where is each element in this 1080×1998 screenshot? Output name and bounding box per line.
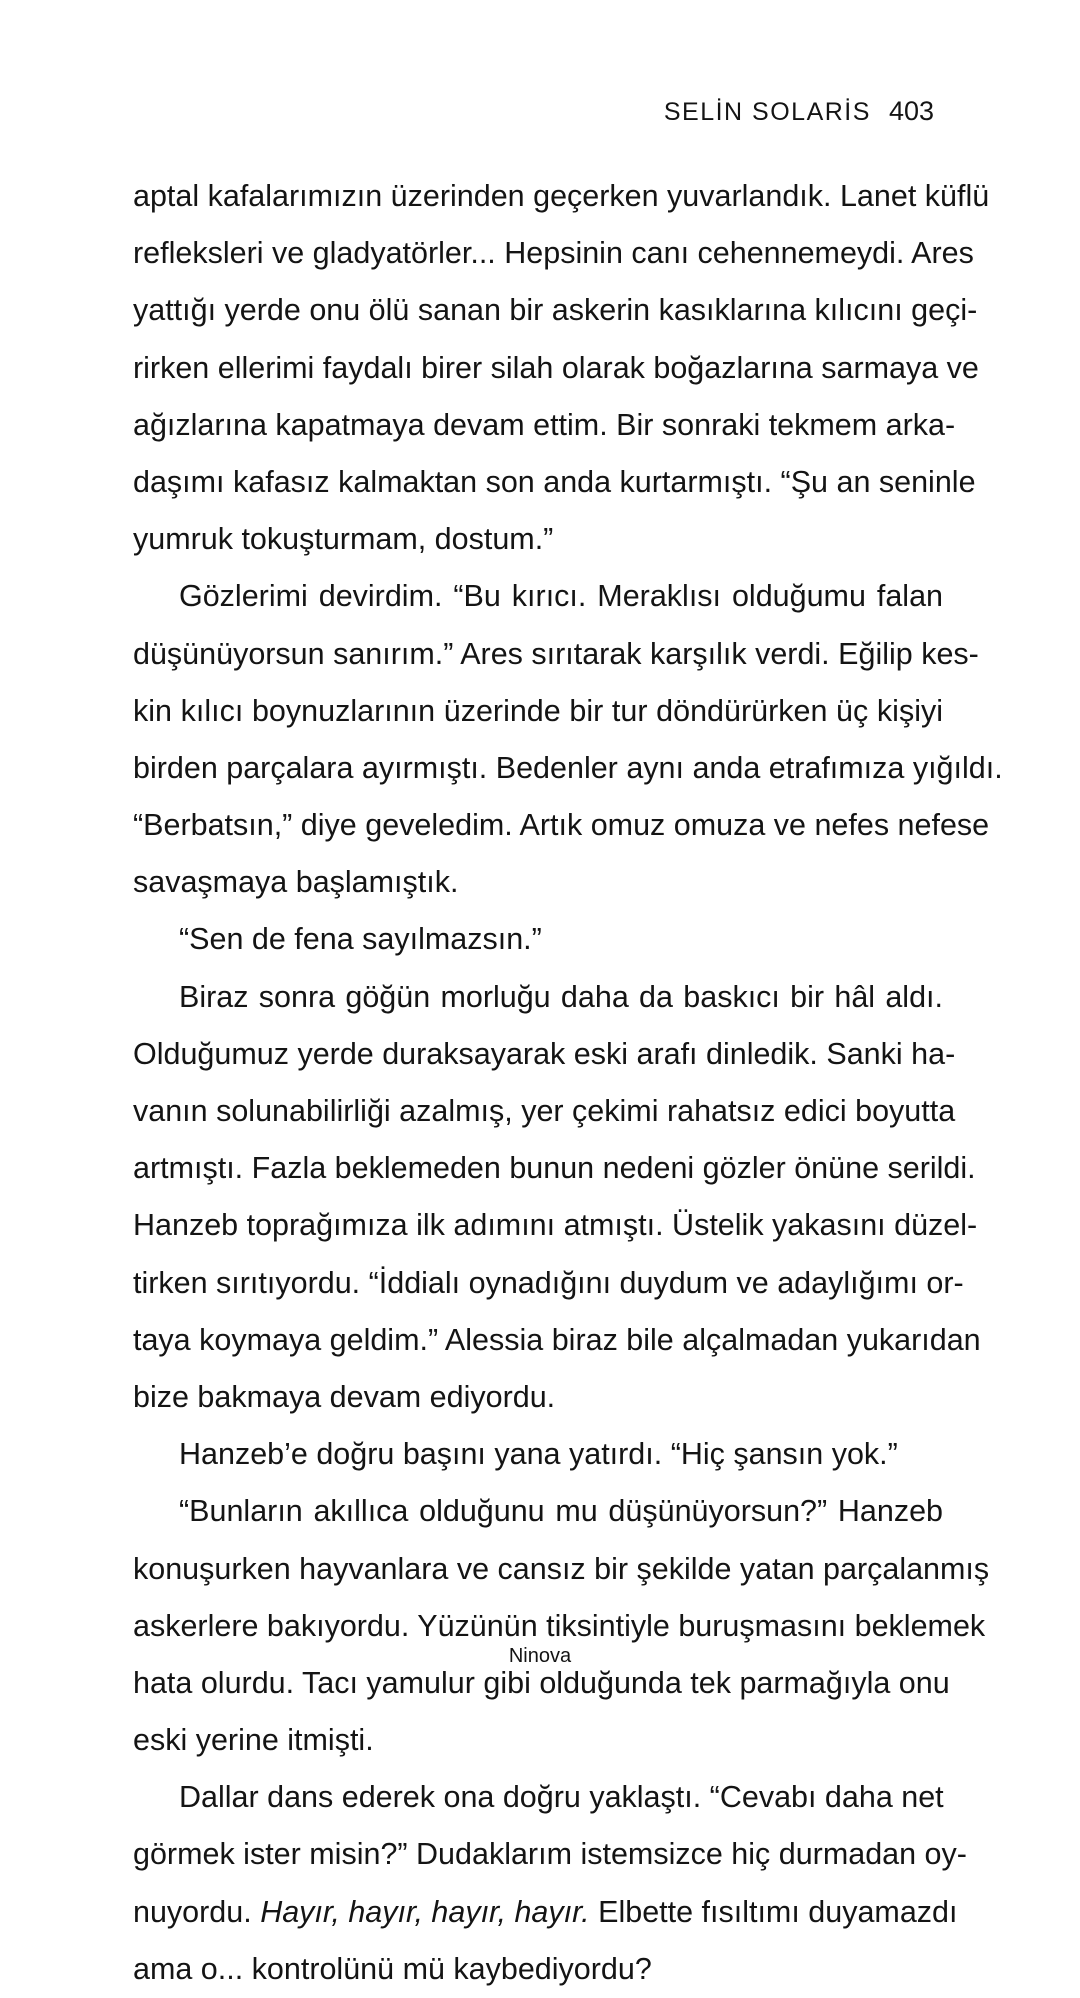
text-line: hata olurdu. Tacı yamulur gibi olduğunda tek parmağıyla onu — [133, 1665, 950, 1700]
text-line: kin kılıcı boynuzlarının üzerinde bir tur döndürürken üç kişiyi — [133, 693, 943, 728]
text-line: yumruk tokuşturmam, dostum.” — [133, 522, 554, 557]
running-head — [664, 96, 934, 127]
text-line: taya koymaya geldim.” Alessia biraz bile alçalmadan yukarıdan — [133, 1322, 981, 1357]
text-line: ama o... kontrolünü mü kaybediyordu? — [133, 1951, 652, 1986]
text-line: “Sen de fena sayılmazsın.” — [179, 922, 542, 957]
page-number: 403 — [888, 96, 934, 126]
text-line-mixed — [133, 1884, 958, 1941]
text-fragment: nuyordu. — [133, 1894, 252, 1929]
body-text — [133, 168, 1003, 1998]
text-line: ağızlarına kapatmaya devam ettim. Bir sonraki tekmem arka- — [133, 407, 956, 442]
text-line: yattığı yerde onu ölü sanan bir askerin kasıklarına kılıcını geçi- — [133, 293, 978, 328]
text-line: rirken ellerimi faydalı birer silah olarak boğazlarına sarmaya ve — [133, 350, 979, 385]
text-line: Hanzeb’e doğru başını yana yatırdı. “Hiç şansın yok.” — [179, 1437, 898, 1472]
text-line: Olduğumuz yerde duraksayarak eski arafı dinledik. Sanki ha- — [133, 1036, 956, 1071]
publisher-footer: Ninova — [508, 1645, 572, 1667]
text-line: Biraz sonra göğün morluğu daha da baskıcı bir hâl aldı. — [179, 979, 943, 1014]
text-line: “Bunların akıllıca olduğunu mu düşünüyorsun?” Hanzeb — [179, 1494, 943, 1529]
text-line: artmıştı. Fazla beklemeden bunun nedeni gözler önüne serildi. — [133, 1151, 976, 1186]
text-line: düşünüyorsun sanırım.” Ares sırıtarak karşılık verdi. Eğilip kes- — [133, 636, 979, 671]
text-line: bize bakmaya devam ediyordu. — [133, 1379, 556, 1414]
text-line: “Berbatsın,” diye geveledim. Artık omuz omuza ve nefes nefese — [133, 808, 990, 843]
text-line: birden parçalara ayırmıştı. Bedenler aynı anda etrafımıza yığıldı. — [133, 750, 1003, 785]
text-line: aptal kafalarımızın üzerinden geçerken yuvarlandık. Lanet küflü — [133, 179, 990, 213]
italic-phrase: Hayır, hayır, hayır, hayır. — [260, 1894, 590, 1929]
text-line: tirken sırıtıyordu. “İddialı oynadığını duydum ve adaylığımı or- — [133, 1265, 964, 1300]
text-fragment: Elbette fısıltımı duyamazdı — [598, 1894, 958, 1929]
text-line: konuşurken hayvanlara ve cansız bir şekilde yatan parçalanmış — [133, 1551, 990, 1586]
text-line: Hanzeb toprağımıza ilk adımını atmıştı. Üstelik yakasını düzel- — [133, 1208, 978, 1243]
text-line: Gözlerimi devirdim. “Bu kırıcı. Meraklısı olduğumu falan — [179, 579, 943, 614]
text-line: savaşmaya başlamıştık. — [133, 865, 459, 900]
running-head-author: SELİN SOLARİS — [663, 98, 871, 126]
text-line: askerlere bakıyordu. Yüzünün tiksintiyle buruşmasını beklemek — [133, 1608, 986, 1643]
text-line: daşımı kafasız kalmaktan son anda kurtarmıştı. “Şu an seninle — [133, 464, 976, 499]
text-line: eski yerine itmişti. — [133, 1723, 374, 1758]
text-line: görmek ister misin?” Dudaklarım istemsizce hiç durmadan oy- — [133, 1837, 967, 1872]
text-line: refleksleri ve gladyatörler... Hepsinin canı cehennemeydi. Ares — [133, 236, 974, 271]
text-line: vanın solunabilirliği azalmış, yer çekimi rahatsız edici boyutta — [133, 1094, 956, 1128]
text-line: Dallar dans ederek ona doğru yaklaştı. “Cevabı daha net — [179, 1780, 944, 1815]
